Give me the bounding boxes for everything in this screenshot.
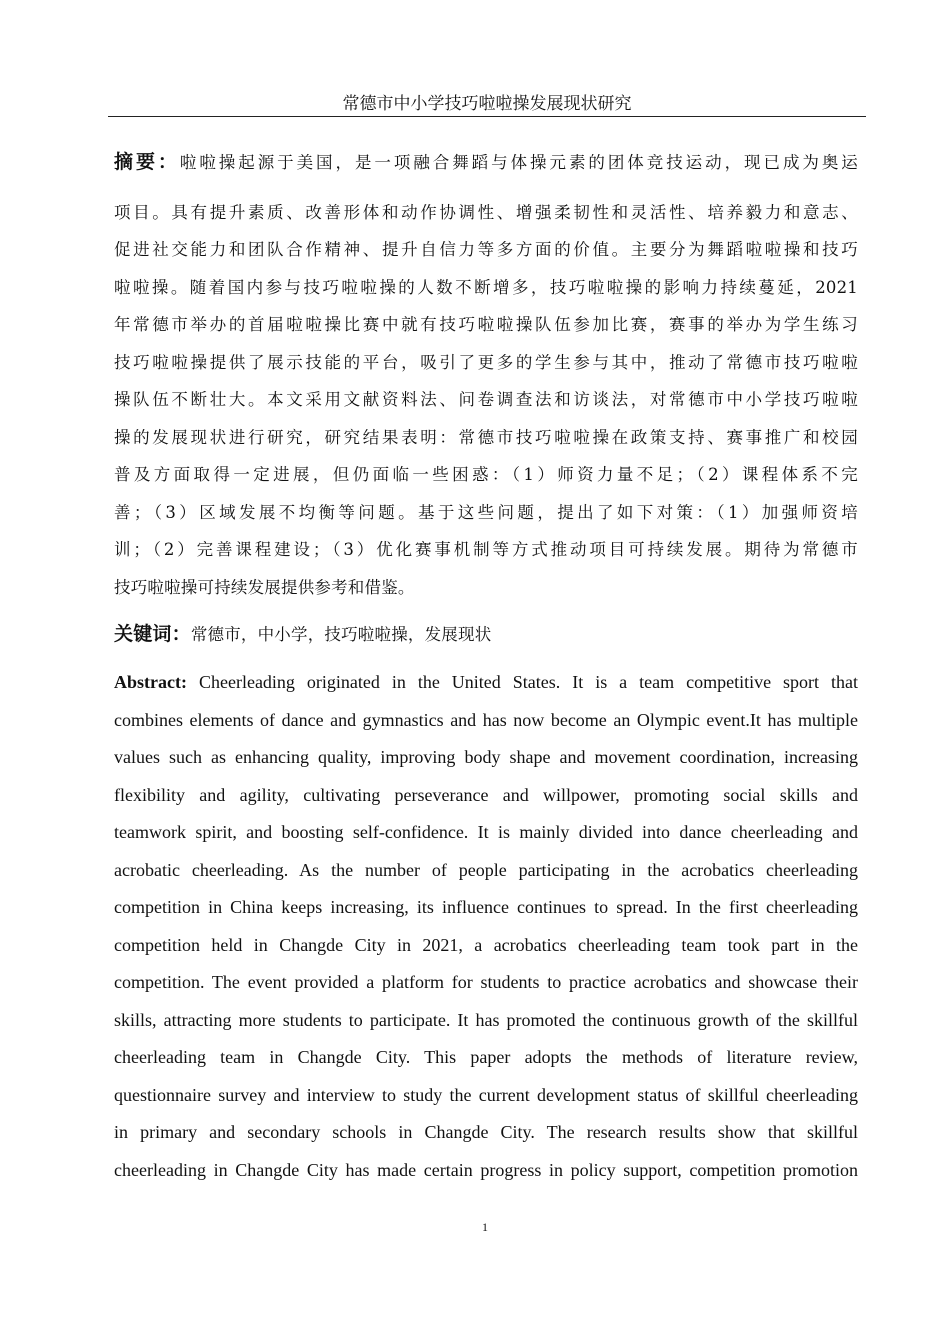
keywords-zh-text: 常德市，中小学，技巧啦啦操，发展现状 bbox=[190, 625, 492, 644]
text-line: 善；（3）区域发展不均衡等问题。基于这些问题，提出了如下对策：（1）加强师资培 bbox=[114, 502, 858, 522]
text-line: flexibility and agility, cultivating perseverance and willpower, promoting social skills and bbox=[114, 784, 858, 805]
text-line: questionnaire survey and interview to study the current development status of skillful cheerleading bbox=[114, 1084, 858, 1105]
text-line: 促进社交能力和团队合作精神、提升自信力等多方面的价值。主要分为舞蹈啦啦操和技巧 bbox=[114, 240, 858, 259]
text-line: 训；（2）完善课程建设；（3）优化赛事机制等方式推动项目可持续发展。期待为常德市 bbox=[114, 540, 858, 559]
text-line: competition. The event provided a platform for students to practice acrobatics and showcase their bbox=[114, 972, 858, 992]
text-line: 技巧啦啦操可持续发展提供参考和借鉴。 bbox=[114, 577, 415, 597]
abstract-en bbox=[114, 664, 858, 1189]
text-line: 普及方面取得一定进展，但仍面临一些困惑：（1）师资力量不足；（2）课程体系不完 bbox=[114, 465, 858, 484]
abstract-en-text: Cheerleading originated in the United States. It is a team competitive sport that bbox=[198, 672, 858, 692]
abstract-zh bbox=[114, 144, 858, 606]
text-line: 技巧啦啦操提供了展示技能的平台，吸引了更多的学生参与其中，推动了常德市技巧啦啦 bbox=[114, 352, 858, 372]
running-header: 常德市中小学技巧啦啦操发展现状研究 bbox=[342, 94, 632, 114]
header-rule bbox=[108, 116, 866, 117]
abstract-zh-label: 摘要： bbox=[114, 151, 180, 173]
text-line: 操队伍不断壮大。本文采用文献资料法、问卷调查法和访谈法，对常德市中小学技巧啦啦 bbox=[114, 390, 858, 409]
text-line: competition in China keeps increasing, its influence continues to spread. In the first cheerleading bbox=[114, 897, 858, 917]
keywords-zh bbox=[114, 616, 858, 654]
abstract-en-label: Abstract: bbox=[114, 672, 187, 692]
abstract-zh-first-line bbox=[114, 144, 858, 182]
text-line: in primary and secondary schools in Changde City. The research results show that skillful bbox=[114, 1122, 858, 1142]
text-line: combines elements of dance and gymnastics and has now become an Olympic event.It has multiple bbox=[114, 709, 858, 730]
abstract-zh-text: 啦啦操起源于美国，是一项融合舞蹈与体操元素的团体竞技运动，现已成为奥运 bbox=[179, 153, 859, 172]
text-line: 项目。具有提升素质、改善形体和动作协调性、增强柔韧性和灵活性、培养毅力和意志、 bbox=[114, 202, 858, 222]
text-line: competition held in Changde City in 2021, a acrobatics cheerleading team took part in the bbox=[114, 934, 858, 955]
text-line: 操的发展现状进行研究，研究结果表明：常德市技巧啦啦操在政策支持、赛事推广和校园 bbox=[114, 427, 858, 447]
text-line: cheerleading in Changde City has made certain progress in policy support, competition promotion bbox=[114, 1159, 858, 1180]
text-line: skills, attracting more students to participate. It has promoted the continuous growth of the skillful bbox=[114, 1009, 858, 1030]
text-line: 啦啦操。随着国内参与技巧啦啦操的人数不断增多，技巧啦啦操的影响力持续蔓延，2021 bbox=[114, 277, 858, 297]
text-line: teamwork spirit, and boosting self-confidence. It is mainly divided into dance cheerleading and bbox=[114, 822, 858, 842]
keywords-zh-label: 关键词： bbox=[114, 623, 191, 645]
text-line: acrobatic cheerleading. As the number of people participating in the acrobatics cheerleading bbox=[114, 859, 858, 880]
abstract-en-first-line bbox=[114, 664, 858, 702]
page-number: 1 bbox=[482, 1220, 488, 1234]
text-line: cheerleading team in Changde City. This paper adopts the methods of literature review, bbox=[114, 1047, 858, 1067]
text-line: values such as enhancing quality, improving body shape and movement coordination, increasing bbox=[114, 747, 858, 767]
text-line: 年常德市举办的首届啦啦操比赛中就有技巧啦啦操队伍参加比赛，赛事的举办为学生练习 bbox=[114, 315, 858, 334]
